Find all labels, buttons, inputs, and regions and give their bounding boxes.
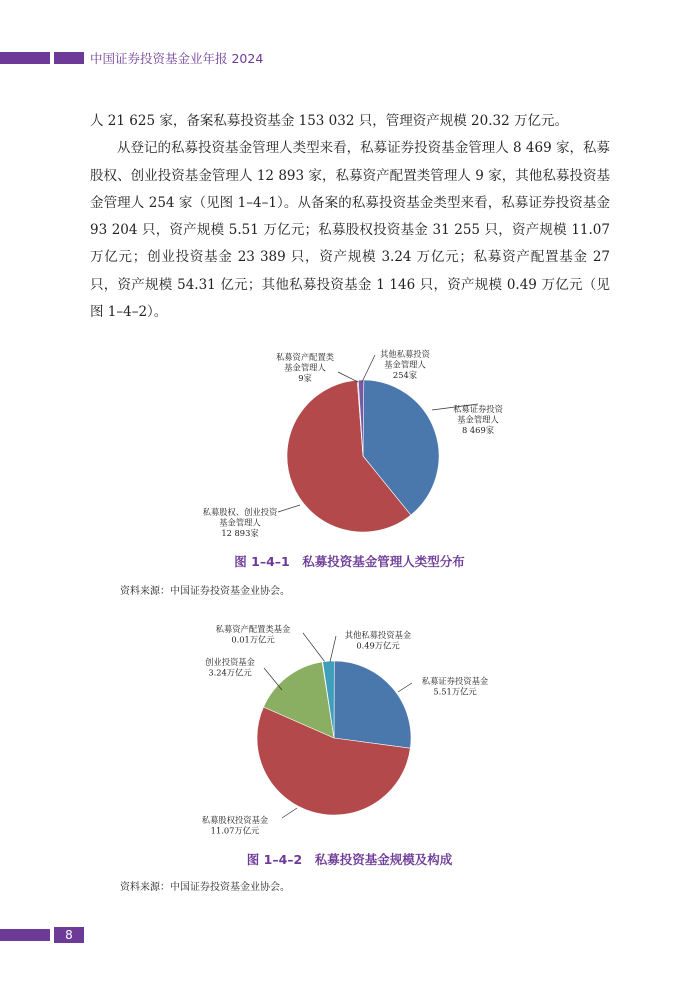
slice-label-line: 基金管理人: [284, 362, 326, 373]
slice-label-line: 3.24万亿元: [208, 667, 252, 678]
slice-label-line: 9家: [298, 373, 312, 383]
header-bar-left: [0, 52, 50, 64]
figure-caption-1: 图 1–4–1 私募投资基金管理人类型分布: [234, 554, 465, 569]
slice-label-line: 254家: [392, 370, 418, 380]
footer-bar: [0, 929, 50, 941]
slice-label-line: 创业投资基金: [205, 657, 255, 667]
figure-source-1: 资料来源：中国证券投资基金业协会。: [120, 586, 290, 597]
slice-label-line: 0.01万亿元: [231, 634, 275, 645]
slice-label-line: 其他私募投资: [380, 349, 430, 359]
slice-label-1: [202, 815, 269, 836]
paragraph-2: 从登记的私募投资基金管理人类型来看，私募证券投资基金管理人 8 469 家，私募股权、创业投资基金管理人 12 893 家，私募资产配置类管理人 9 家，其他私募投资基金管理人 254 家（见图 1–4–1）。从备案的私募投资基金类型来看，私募证券投资基金 93 204 只，资产规模 5.51 万亿元；私募股权投资基金 31 255 只，资产规模 11.07 万亿元；创业投资基金 23 389 只，资产规模 3.24 万亿元；私募资产配置基金 27 只，资产规模 54.31 亿元；其他私募投资基金 1 146 只，资产规模 0.49 万亿元（见图 1–4–2）。: [90, 140, 610, 321]
paragraph-1: 人 21 625 家，备案私募投资基金 153 032 只，管理资产规模 20.32 万亿元。: [90, 113, 568, 129]
slice-label-line: 12 893家: [221, 528, 259, 538]
slice-label-line: 基金管理人: [384, 359, 426, 370]
slice-label-3: [216, 624, 291, 645]
slice-label-line: 私募证券投资基金: [421, 676, 489, 686]
leader-line-3: [362, 355, 375, 382]
leader-line-0: [398, 683, 412, 692]
slice-label-3: [380, 349, 430, 380]
slice-label-line: 私募资产配置类基金: [215, 624, 291, 634]
page-number: 8: [54, 927, 84, 943]
slice-label-line: 11.07万亿元: [210, 825, 260, 836]
slice-label-line: 基金管理人: [219, 517, 261, 528]
figure-caption-2: 图 1–4–2 私募投资基金规模及构成: [246, 852, 453, 867]
slice-label-line: 私募股权投资基金: [201, 815, 269, 825]
figure-source-2: 资料来源：中国证券投资基金业协会。: [120, 882, 290, 893]
slice-label-line: 5.51万亿元: [433, 686, 477, 697]
running-header-title: 中国证券投资基金业年报 2024: [90, 51, 264, 66]
leader-line-1: [278, 505, 300, 512]
slice-label-line: 8 469家: [461, 425, 495, 435]
slice-label-0: [422, 676, 489, 697]
pie-slice-0: [334, 661, 411, 748]
slice-label-1: [203, 507, 278, 538]
slice-label-2: [276, 352, 335, 383]
slice-label-line: 基金管理人: [457, 414, 499, 425]
body-text: [90, 108, 610, 326]
slice-label-line: 私募证券投资: [453, 404, 503, 414]
leader-line-3: [303, 633, 325, 662]
pie-chart-fund-scale: [0, 620, 699, 845]
slice-label-0: [453, 404, 503, 435]
leader-line-1: [282, 808, 297, 818]
slice-label-line: 其他私募投资基金: [344, 630, 412, 640]
leader-line-4: [330, 636, 336, 662]
pie-chart-manager-types: [0, 340, 699, 550]
leader-line-2: [264, 668, 282, 690]
slice-label-line: 私募股权、创业投资: [202, 507, 278, 517]
slice-label-4: [345, 630, 412, 651]
slice-label-line: 私募资产配置类: [275, 352, 335, 362]
slice-label-2: [205, 657, 255, 678]
header-bar-right: [54, 52, 84, 64]
slice-label-line: 0.49万亿元: [356, 640, 400, 651]
